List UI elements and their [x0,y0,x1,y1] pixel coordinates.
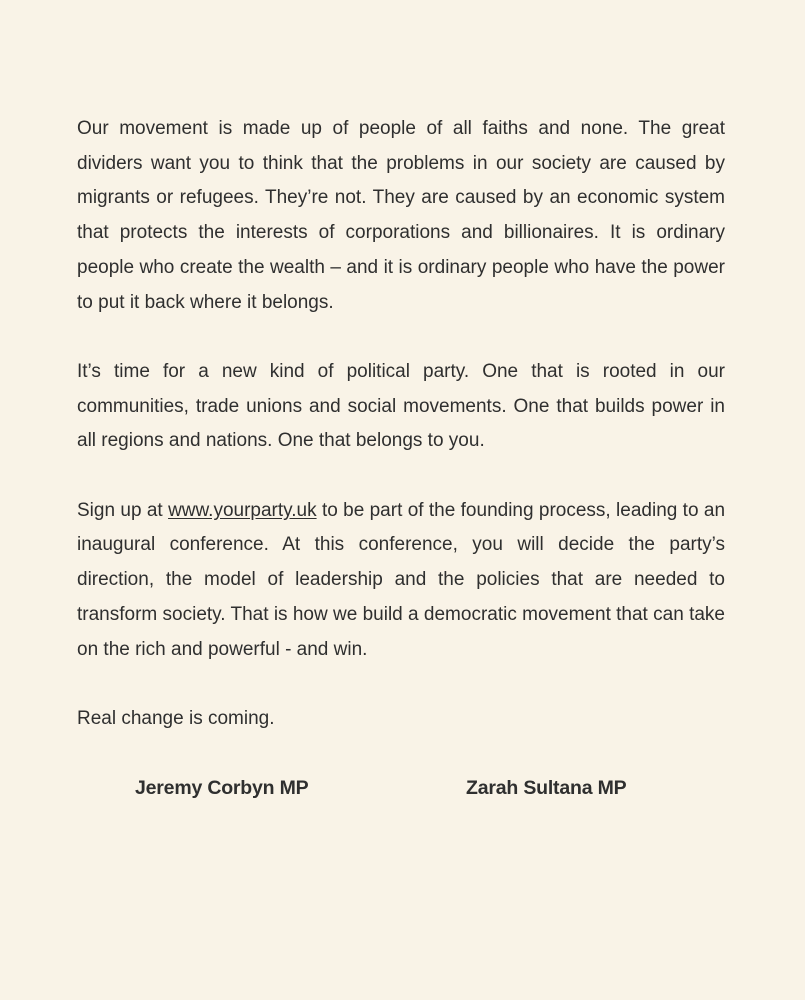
paragraph-movement: Our movement is made up of people of all faiths and none. The great dividers want you to think that the problems in our society are caused by migrants or refugees. They’re not. They are caused by an economic system that protects the interests of corporations and billionaires. It is ordinary people who create the wealth – and it is ordinary people who have the power to put it back where it belongs. [77,118,725,313]
closing-line: Real change is coming. [77,707,275,729]
signature-jeremy-corbyn: Jeremy Corbyn MP [135,777,309,800]
sign-up-lead-text: Sign up at [77,499,169,521]
sign-up-body-text: to be part of the founding process, leading to an inaugural conference. At this conference, you will decide the party’s direction, the model of leadership and the policies that are needed to transform society. That is how we build a democratic movement that can take on the rich and powerful - and win. [77,499,726,660]
letter-body [77,112,725,811]
signature-zarah-sultana: Zarah Sultana MP [466,777,627,800]
signatures [77,771,725,811]
website-link[interactable]: www.yourparty.uk [168,499,317,521]
paragraph-new-party: It’s time for a new kind of political party. One that is rooted in our communities, trade unions and social movements. One that builds power in all regions and nations. One that belongs to you. [77,360,725,452]
paragraph-sign-up [77,494,725,668]
